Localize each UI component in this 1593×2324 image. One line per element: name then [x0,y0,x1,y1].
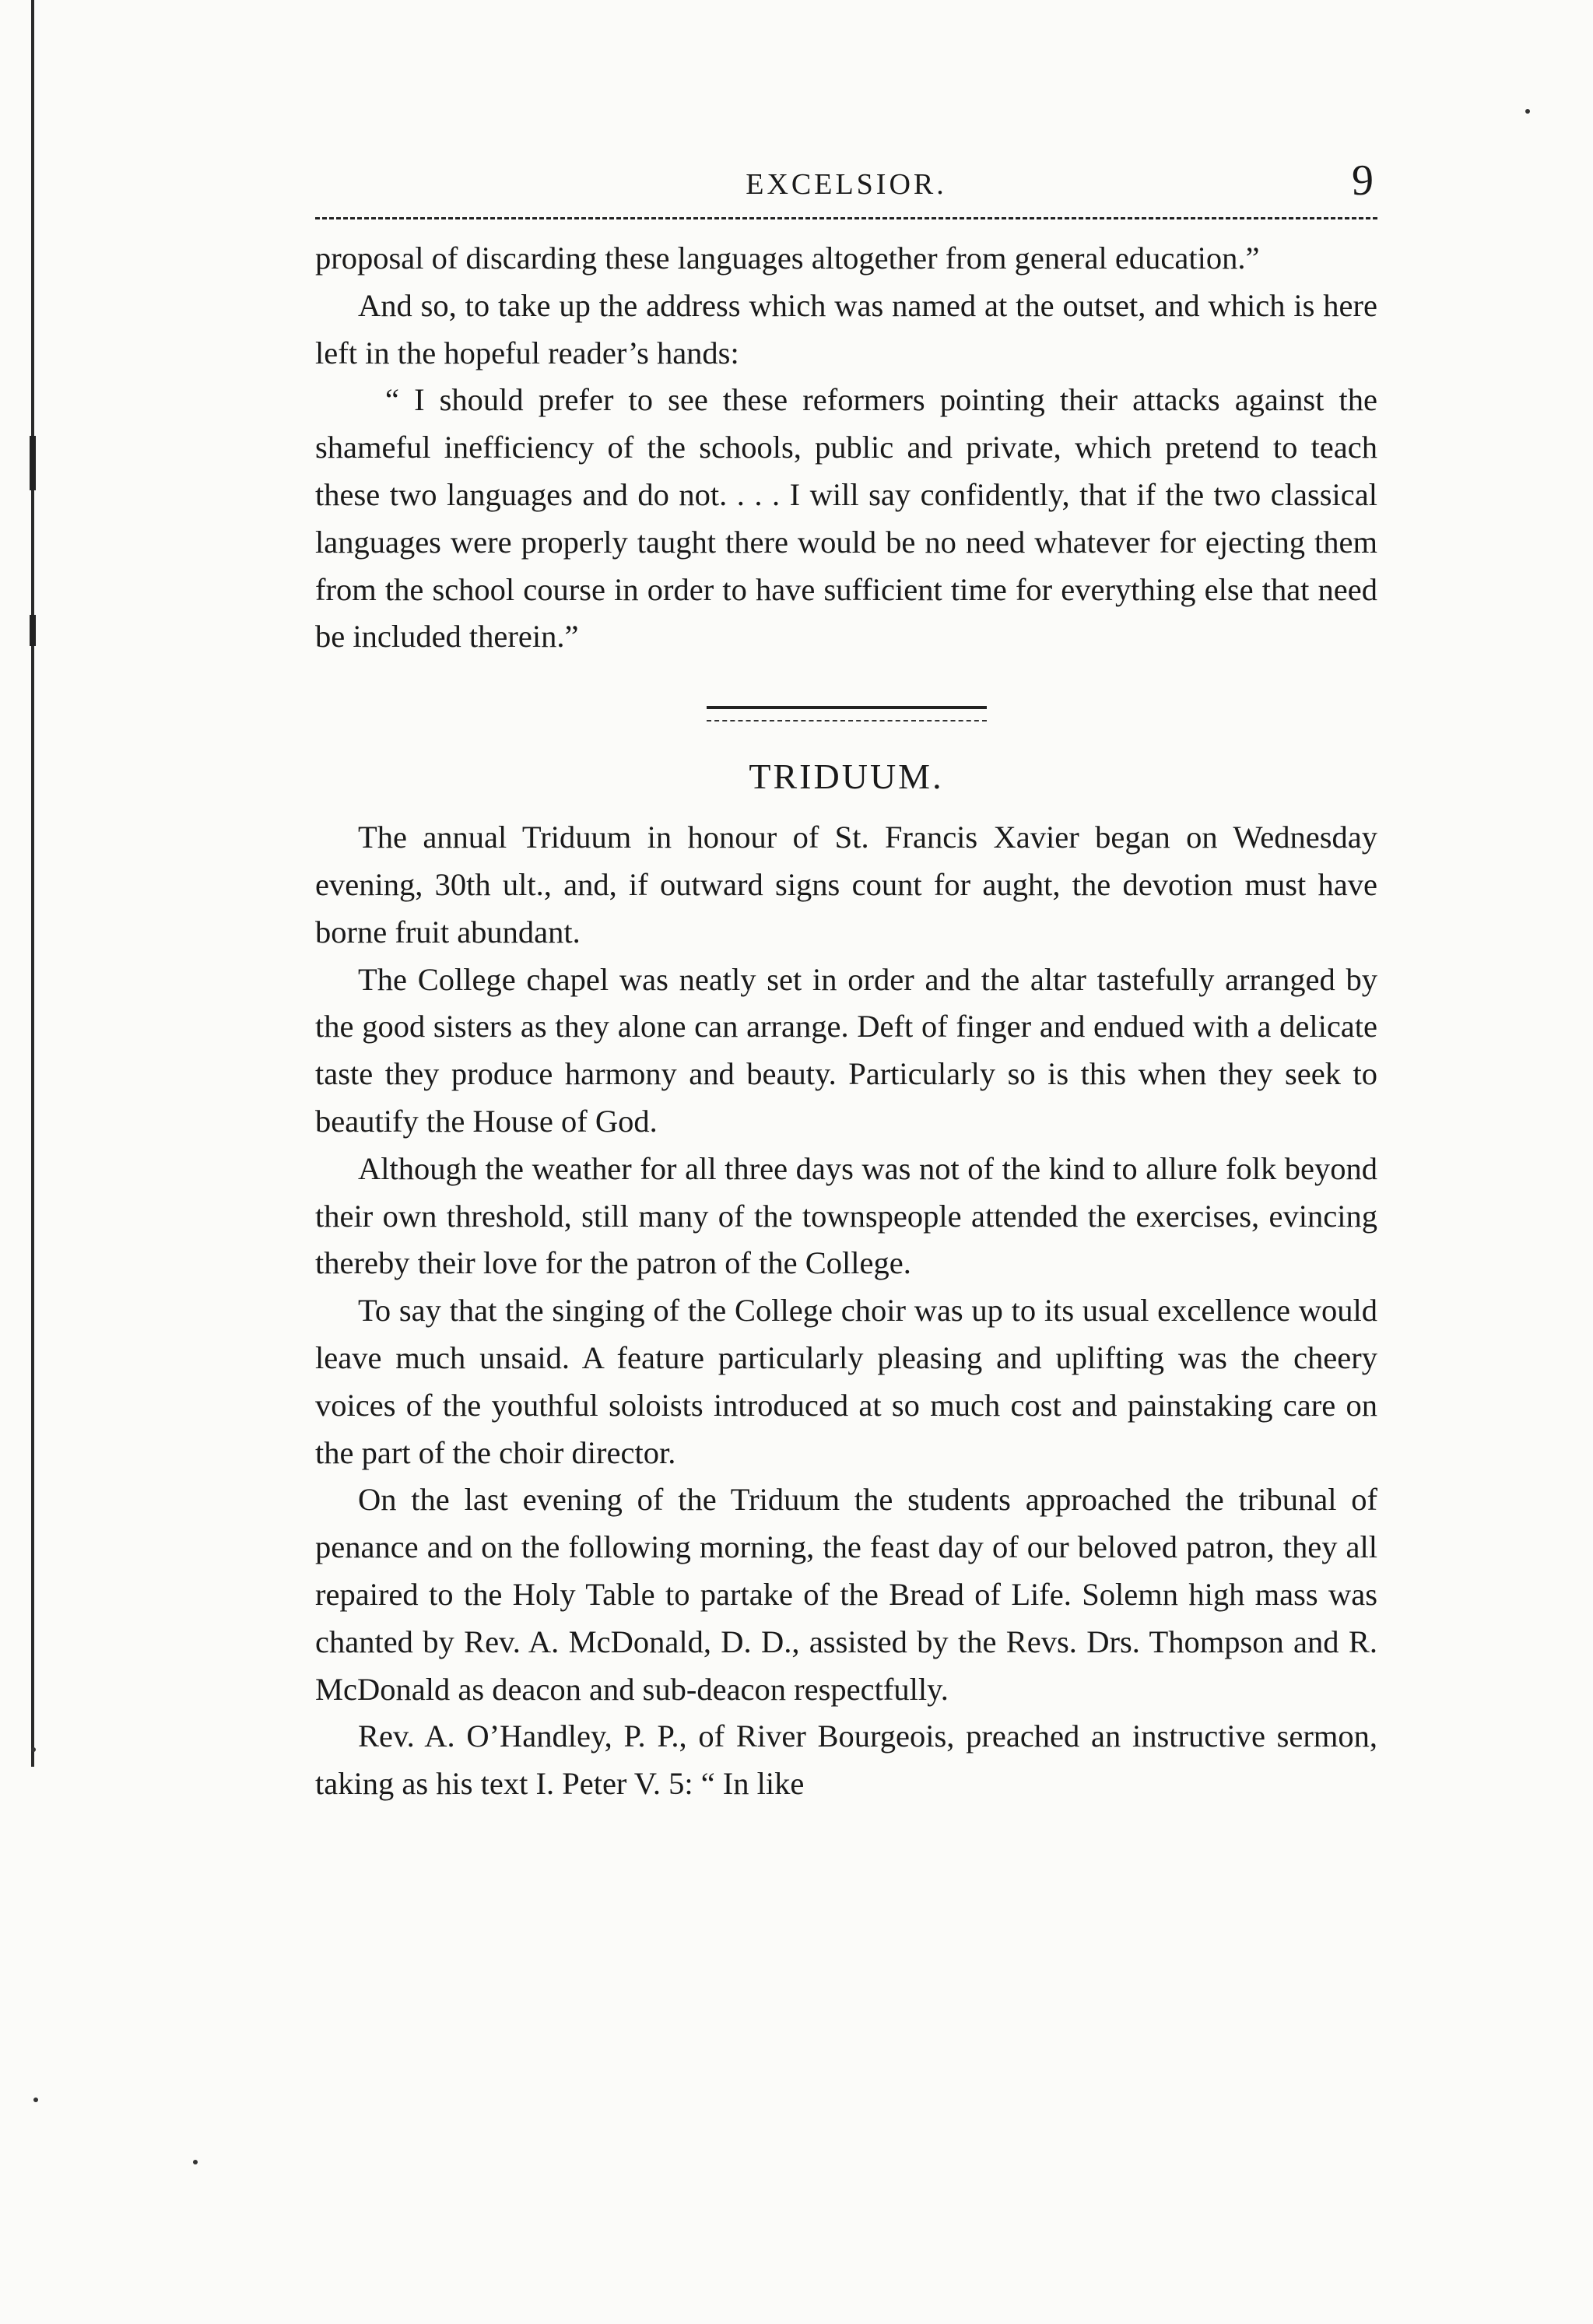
divider-rule [707,720,987,721]
article-body [315,814,1377,1808]
article-paragraph: The College chapel was neatly set in order and the altar tastefully arranged by the good sisters as they alone can arrange. Deft of finger and endued with a delicate taste they produce harmony and beauty. Particularly so is this when they seek to beautify the House of God. [315,961,1377,1139]
article-paragraph: To say that the singing of the College choir was up to its usual excellence would leave much unsaid. A feature particularly pleasing and uplifting was the cheery voices of the youthful soloists introduced at so much cost and painstaking care on the part of the choir director. [315,1293,1377,1470]
block-quote: “ I should prefer to see these reformers pointing their attacks against the shameful inefficiency of the schools, public and private, which pretend to teach these two languages and do not. . . . I will say confidently, that if the two classical languages were properly taught there would be no need whatever for ejecting them from the school course in order to have sufficient time for everything else that need be included therein.” [315,382,1377,655]
divider-rule [707,706,987,709]
article-paragraph: Although the weather for all three days was not of the kind to allure folk beyond their own threshold, still many of the townspeople attended the exercises, evincing thereby their love for the patron of the College. [315,1150,1377,1281]
header-rule [315,217,1377,219]
continued-paragraph: proposal of discarding these languages altogether from general education.” [315,240,1260,276]
continued-article [315,235,1377,661]
running-title: EXCELSIOR. [746,168,947,201]
running-head [315,152,1377,214]
section-divider [707,706,987,721]
transition-paragraph: And so, to take up the address which was named at the outset, and which is here left in the hopeful reader’s hands: [315,287,1377,370]
article-paragraph: On the last evening of the Triduum the students approached the tribunal of penance and on the following morning, the feast day of our beloved patron, they all repaired to the Holy Table to partake of the Bread of Life. Solemn high mass was chanted by Rev. A. McDonald, D. D., assisted by the Revs. Drs. Thompson and R. McDonald as deacon and sub-deacon respectfully. [315,1482,1377,1707]
binding-mark [30,436,36,490]
article-paragraph: The annual Triduum in honour of St. Francis Xavier began on Wednesday evening, 30th ult., and, if outward signs count for aught, the devotion must have borne fruit abundant. [315,820,1377,950]
ink-speck [193,2160,198,2164]
article-paragraph: Rev. A. O’Handley, P. P., of River Bourgeois, preached an instructive sermon, taking as his text I. Peter V. 5: “ In like [315,1718,1377,1802]
ink-speck [1525,109,1530,114]
book-page [315,152,1377,1808]
ink-speck [33,2098,38,2102]
page-binding-edge [31,0,34,1767]
article-title: TRIDUUM. [749,757,944,797]
page-number: 9 [1352,156,1374,205]
ink-speck [31,1747,36,1752]
binding-mark [30,615,36,646]
